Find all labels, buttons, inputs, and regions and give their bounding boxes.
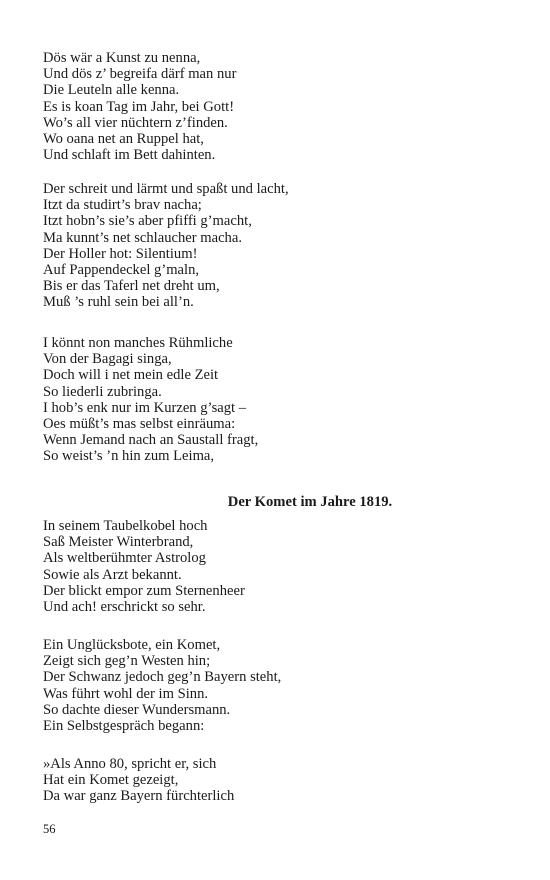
verse-line: Dös wär a Kunst zu nenna, bbox=[43, 50, 201, 66]
verse-line: Da war ganz Bayern fürchterlich bbox=[43, 788, 235, 805]
verse-line: Sowie als Arzt bekannt. bbox=[43, 566, 182, 583]
verse-line: Auf Pappendeckel g’maln, bbox=[43, 261, 200, 278]
verse-line: Ein Selbstgespräch begann: bbox=[43, 717, 205, 734]
verse-line: Von der Bagagi singa, bbox=[43, 351, 172, 368]
verse-line: Saß Meister Winterbrand, bbox=[43, 534, 194, 551]
verse-line: In seinem Taubelkobel hoch bbox=[43, 518, 208, 534]
verse-line: Hat ein Komet gezeigt, bbox=[43, 772, 179, 789]
verse-line: Doch will i net mein edle Zeit bbox=[43, 367, 219, 384]
verse-line: Oes müßt’s mas selbst einräuma: bbox=[43, 415, 236, 432]
stanza bbox=[43, 756, 513, 805]
verse-line: I könnt non manches Rühmliche bbox=[43, 335, 233, 351]
verse-line: »Als Anno 80, spricht er, sich bbox=[43, 756, 217, 772]
verse-line: Muß ’s ruhl sein bei all’n. bbox=[43, 294, 194, 311]
verse-line: Itzt hobn’s sie’s aber pfiffi g’macht, bbox=[43, 213, 252, 230]
verse-line: Und ach! erschrickt so sehr. bbox=[43, 598, 206, 615]
verse-line: I hob’s enk nur im Kurzen g’sagt – bbox=[43, 399, 247, 416]
verse-line: Was führt wohl der im Sinn. bbox=[43, 685, 209, 702]
verse-line: Als weltberühmter Astrolog bbox=[43, 550, 206, 567]
verse-line: Die Leuteln alle kenna. bbox=[43, 82, 180, 99]
verse-line: Wo’s all vier nüchtern z’finden. bbox=[43, 114, 228, 131]
verse-line: Bis er das Taferl net dreht um, bbox=[43, 278, 220, 295]
stanza bbox=[43, 181, 513, 311]
stanza bbox=[43, 637, 513, 734]
verse-line: Der blickt empor zum Sternenheer bbox=[43, 582, 245, 599]
verse-line: Der schreit und lärmt und spaßt und lacht, bbox=[43, 181, 289, 197]
poem-title bbox=[0, 494, 550, 510]
page-number: 56 bbox=[43, 822, 56, 836]
verse-line: So liederli zubringa. bbox=[43, 383, 162, 400]
verse-line: Und schlaft im Bett dahinten. bbox=[43, 147, 216, 164]
verse-line: Es is koan Tag im Jahr, bei Gott! bbox=[43, 98, 235, 115]
poem-title-text: Der Komet im Jahre 1819. bbox=[227, 494, 393, 510]
verse-line: Wenn Jemand nach an Saustall fragt, bbox=[43, 432, 259, 449]
verse-line: Der Schwanz jedoch geg’n Bayern steht, bbox=[43, 669, 282, 686]
stanza bbox=[43, 335, 513, 465]
verse-line: So dachte dieser Wundersmann. bbox=[43, 701, 231, 718]
verse-line: Itzt da studirt’s brav nacha; bbox=[43, 197, 202, 214]
verse-line: Der Holler hot: Silentium! bbox=[43, 245, 198, 262]
stanza bbox=[43, 518, 513, 615]
stanza bbox=[43, 50, 513, 163]
verse-line: Ein Unglücksbote, ein Komet, bbox=[43, 637, 221, 653]
verse-line: So weist’s ’n hin zum Leima, bbox=[43, 448, 215, 465]
verse-line: Ma kunnt’s net schlaucher macha. bbox=[43, 229, 242, 246]
verse-line: Und dös z’ begreifa därf man nur bbox=[43, 66, 237, 83]
verse-line: Wo oana net an Ruppel hat, bbox=[43, 130, 204, 147]
verse-line: Zeigt sich geg’n Westen hin; bbox=[43, 653, 211, 670]
